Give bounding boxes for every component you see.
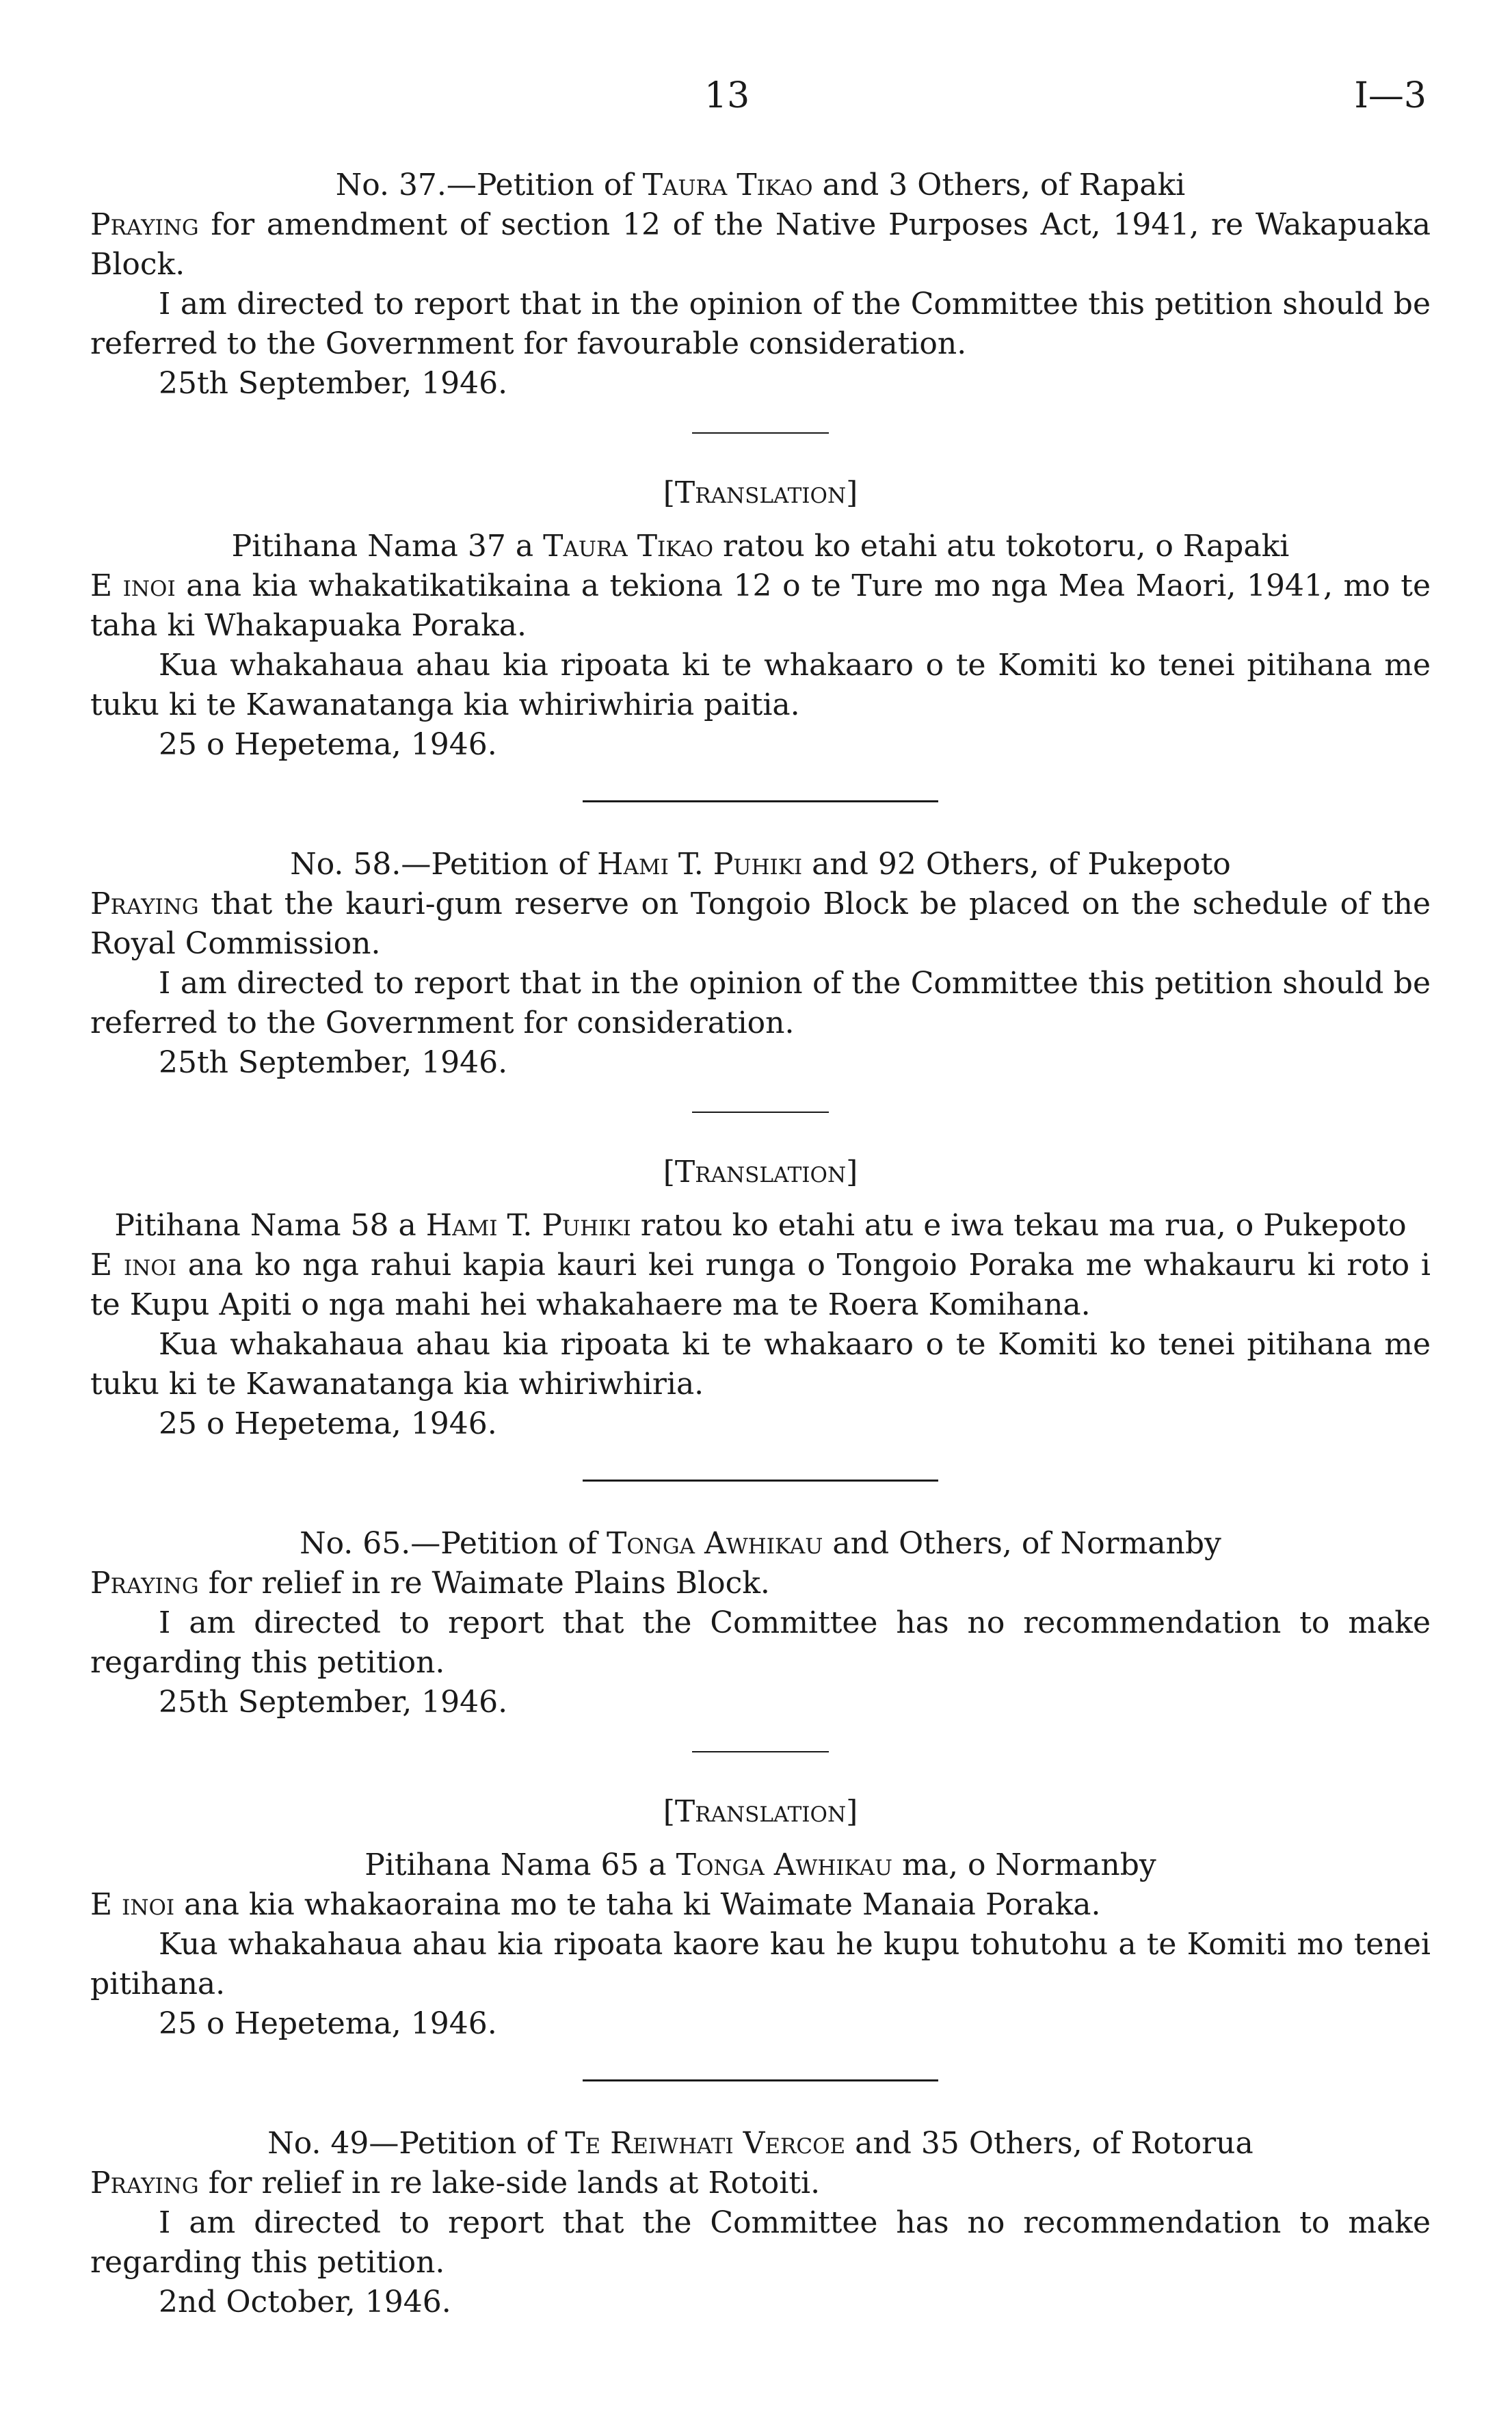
translation-report: Kua whakahaua ahau kia ripoata ki te whakaaro o te Komiti ko tenei pitihana me tuku ki te Kawanatanga kia whiriwhiria. bbox=[90, 1327, 1431, 1402]
praying-paragraph bbox=[90, 2164, 1431, 2203]
petition-58 bbox=[90, 845, 1431, 1444]
translation-title bbox=[90, 1206, 1431, 1246]
title-suffix: ratou ko etahi atu tokotoru, o Rapaki bbox=[723, 529, 1290, 564]
petition-divider bbox=[583, 2079, 938, 2081]
translation-report: Kua whakahaua ahau kia ripoata kaore kau he kupu tohutohu a te Komiti mo tenei pitihana. bbox=[90, 1927, 1431, 2001]
report-paragraph: I am directed to report that in the opinion of the Committee this petition should be referred to the Government for favourable consideration. bbox=[90, 287, 1431, 361]
translation-title bbox=[90, 527, 1431, 566]
praying-text: for relief in re lake-side lands at Rotoiti. bbox=[208, 2166, 821, 2200]
inoi-word: E inoi bbox=[90, 1248, 176, 1283]
petition-title bbox=[90, 2124, 1431, 2164]
report-date: 2nd October, 1946. bbox=[159, 2285, 451, 2320]
praying-text: that the kauri-gum reserve on Tongoio Block be placed on the schedule of the Royal Commission. bbox=[90, 886, 1431, 961]
section-divider bbox=[692, 1751, 829, 1752]
section-divider bbox=[692, 1112, 829, 1113]
inoi-word: E inoi bbox=[90, 1887, 175, 1922]
title-prefix: No. 49—Petition of bbox=[267, 2126, 556, 2161]
title-prefix: No. 65.—Petition of bbox=[300, 1526, 598, 1561]
petition-65 bbox=[90, 1524, 1431, 2044]
petitioner-name: Hami T. Puhiki bbox=[597, 847, 803, 882]
report-paragraph: I am directed to report that the Committee has no recommendation to make regarding this petition. bbox=[90, 1605, 1431, 1680]
report-date: 25th September, 1946. bbox=[159, 1685, 508, 1720]
title-prefix: No. 58.—Petition of bbox=[290, 847, 588, 882]
section-divider bbox=[692, 432, 829, 434]
title-suffix: ratou ko etahi atu e iwa tekau ma rua, o Pukepoto bbox=[640, 1208, 1407, 1243]
petitioner-name: Tonga Awhikau bbox=[676, 1848, 893, 1882]
petitioner-name: Te Reiwhati Vercoe bbox=[565, 2126, 846, 2161]
title-suffix: and 92 Others, of Pukepoto bbox=[812, 847, 1231, 882]
petitioner-name: Tonga Awhikau bbox=[607, 1526, 823, 1561]
title-prefix: Pitihana Nama 65 a bbox=[364, 1848, 667, 1882]
petitioner-name: Hami T. Puhiki bbox=[425, 1208, 631, 1243]
title-suffix: and 3 Others, of Rapaki bbox=[822, 168, 1186, 202]
translation-date: 25 o Hepetema, 1946. bbox=[159, 1406, 497, 1441]
praying-paragraph bbox=[90, 1564, 1431, 1603]
praying-word: Praying bbox=[90, 1566, 199, 1601]
inoi-word: E inoi bbox=[90, 568, 176, 603]
title-prefix: Pitihana Nama 58 a bbox=[114, 1208, 416, 1243]
praying-text: for relief in re Waimate Plains Block. bbox=[208, 1566, 770, 1601]
inoi-text: ana ko nga rahui kapia kauri kei runga o Tongoio Poraka me whakauru ki roto i te Kupu Apiti o nga mahi hei whakahaere ma te Roera Komihana. bbox=[90, 1248, 1431, 1322]
inoi-paragraph bbox=[90, 1885, 1431, 1925]
title-suffix: and Others, of Normanby bbox=[832, 1526, 1221, 1561]
report-paragraph: I am directed to report that in the opinion of the Committee this petition should be referred to the Government for consideration. bbox=[90, 966, 1431, 1040]
praying-word: Praying bbox=[90, 886, 199, 921]
petitioner-name: Taura Tikao bbox=[543, 529, 713, 564]
inoi-text: ana kia whakatikatikaina a tekiona 12 o te Ture mo nga Mea Maori, 1941, mo te taha ki Whakapuaka Poraka. bbox=[90, 568, 1431, 643]
petition-37 bbox=[90, 166, 1431, 765]
title-prefix: Pitihana Nama 37 a bbox=[231, 529, 534, 564]
petition-title bbox=[90, 845, 1431, 884]
petition-title bbox=[90, 1524, 1431, 1564]
petitioner-name: Taura Tikao bbox=[642, 168, 813, 202]
petition-title bbox=[90, 166, 1431, 205]
translation-date: 25 o Hepetema, 1946. bbox=[159, 727, 497, 762]
page-number: 13 bbox=[704, 75, 750, 116]
inoi-text: ana kia whakaoraina mo te taha ki Waimate Manaia Poraka. bbox=[184, 1887, 1101, 1922]
praying-paragraph bbox=[90, 884, 1431, 964]
title-prefix: No. 37.—Petition of bbox=[335, 168, 633, 202]
translation-label: [Translation] bbox=[663, 1794, 858, 1829]
report-date: 25th September, 1946. bbox=[159, 1045, 508, 1080]
petition-49 bbox=[90, 2124, 1431, 2322]
praying-text: for amendment of section 12 of the Native Purposes Act, 1941, re Wakapuaka Block. bbox=[90, 207, 1431, 282]
translation-label: [Translation] bbox=[663, 1155, 858, 1190]
translation-date: 25 o Hepetema, 1946. bbox=[159, 2006, 497, 2041]
translation-report: Kua whakahaua ahau kia ripoata ki te whakaaro o te Komiti ko tenei pitihana me tuku ki te Kawanatanga kia whiriwhiria paitia. bbox=[90, 648, 1431, 722]
document-reference: I—3 bbox=[1354, 75, 1427, 116]
report-date: 25th September, 1946. bbox=[159, 366, 508, 401]
petition-divider bbox=[583, 800, 938, 802]
praying-word: Praying bbox=[90, 207, 199, 242]
document-body bbox=[90, 157, 1431, 2322]
title-suffix: ma, o Normanby bbox=[902, 1848, 1156, 1882]
inoi-paragraph bbox=[90, 1246, 1431, 1325]
report-paragraph: I am directed to report that the Committee has no recommendation to make regarding this petition. bbox=[90, 2205, 1431, 2280]
inoi-paragraph bbox=[90, 566, 1431, 646]
translation-label: [Translation] bbox=[663, 475, 858, 510]
petition-divider bbox=[583, 1480, 938, 1482]
praying-word: Praying bbox=[90, 2166, 199, 2200]
translation-title bbox=[90, 1845, 1431, 1885]
title-suffix: and 35 Others, of Rotorua bbox=[855, 2126, 1254, 2161]
praying-paragraph bbox=[90, 205, 1431, 285]
